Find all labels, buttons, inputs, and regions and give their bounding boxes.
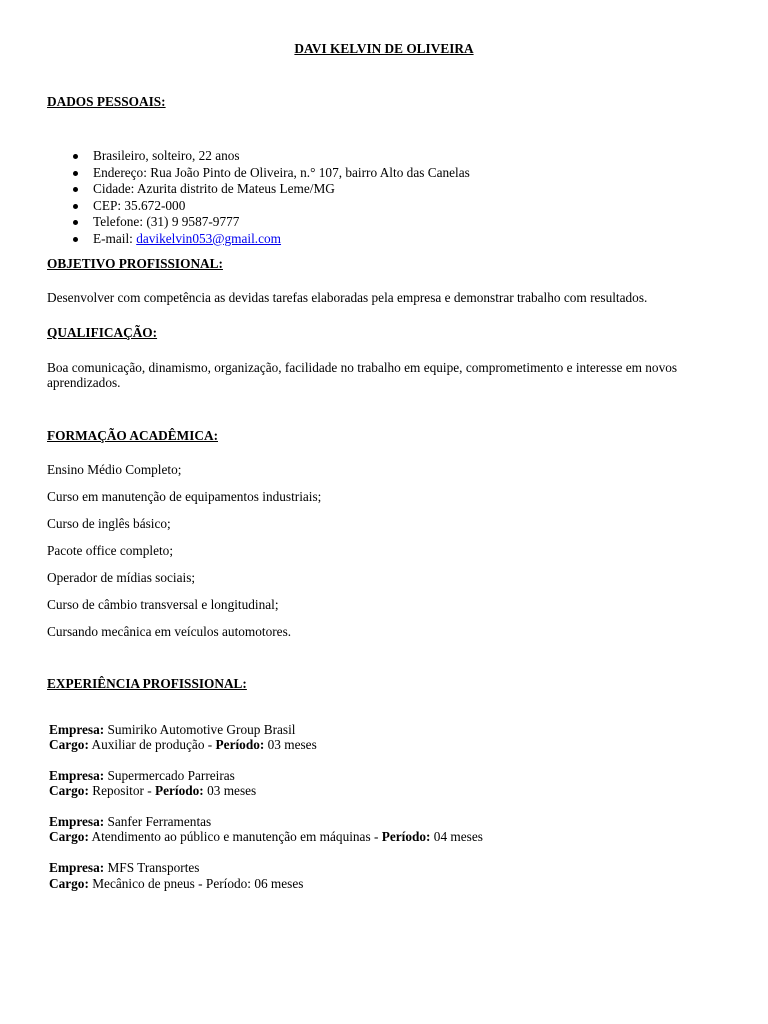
personal-item-text: Endereço: Rua João Pinto de Oliveira, n.° 107, bairro Alto das Canelas bbox=[93, 164, 470, 180]
company-label: Empresa: bbox=[49, 722, 105, 737]
role-label: Cargo: bbox=[49, 829, 89, 844]
email-label: E-mail: bbox=[93, 230, 137, 246]
company-name: MFS Transportes bbox=[104, 860, 200, 875]
company-label: Empresa: bbox=[49, 768, 105, 783]
period-label: Período: bbox=[381, 829, 431, 844]
email-line bbox=[93, 231, 281, 247]
education-item: Cursando mecânica em veículos automotores. bbox=[47, 624, 292, 639]
bullet-icon bbox=[73, 187, 78, 192]
period-value: 03 meses bbox=[203, 783, 257, 798]
job-role-line bbox=[49, 737, 317, 753]
role-name: Atendimento ao público e manutenção em máquinas - bbox=[88, 829, 382, 844]
resume-name: DAVI KELVIN DE OLIVEIRA bbox=[294, 41, 474, 56]
education-item: Ensino Médio Completo; bbox=[47, 462, 182, 477]
education-item: Curso de inglês básico; bbox=[47, 516, 171, 531]
job-company-line bbox=[49, 722, 295, 738]
bullet-icon bbox=[73, 237, 78, 242]
bullet-icon bbox=[73, 220, 78, 225]
personal-item-text: Cidade: Azurita distrito de Mateus Leme/MG bbox=[93, 181, 335, 196]
role-label: Cargo: bbox=[49, 876, 89, 891]
bullet-icon bbox=[73, 204, 78, 209]
education-item: Curso em manutenção de equipamentos industriais; bbox=[47, 489, 322, 504]
education-heading: FORMAÇÃO ACADÊMICA: bbox=[47, 428, 218, 443]
job-role-line bbox=[49, 829, 483, 845]
company-name: Supermercado Parreiras bbox=[104, 768, 235, 783]
experience-heading: EXPERIÊNCIA PROFISSIONAL: bbox=[47, 676, 247, 691]
company-name: Sumiriko Automotive Group Brasil bbox=[104, 722, 296, 737]
personal-item-text: Brasileiro, solteiro, 22 anos bbox=[93, 148, 240, 163]
personal-item-text: CEP: 35.672-000 bbox=[93, 197, 186, 213]
job-company-line bbox=[49, 768, 235, 784]
period-label: Período: bbox=[155, 783, 204, 798]
period-value: 04 meses bbox=[430, 829, 483, 844]
education-item: Pacote office completo; bbox=[47, 543, 174, 558]
personal-data-heading: DADOS PESSOAIS: bbox=[47, 94, 166, 109]
qualification-text-line: aprendizados. bbox=[47, 375, 121, 390]
job-role-line bbox=[49, 783, 256, 799]
job-company-line bbox=[49, 860, 199, 876]
company-label: Empresa: bbox=[49, 814, 105, 829]
role-name: Mecânico de pneus - Período: 06 meses bbox=[88, 876, 304, 891]
job-role-line bbox=[49, 876, 303, 892]
job-company-line bbox=[49, 814, 211, 830]
bullet-icon bbox=[73, 154, 78, 159]
role-label: Cargo: bbox=[49, 737, 89, 752]
education-item: Operador de mídias sociais; bbox=[47, 570, 196, 585]
role-label: Cargo: bbox=[49, 783, 89, 798]
email-link[interactable]: davikelvin053@gmail.com bbox=[136, 230, 282, 246]
personal-item-text: Telefone: (31) 9 9587-9777 bbox=[93, 214, 240, 229]
company-label: Empresa: bbox=[49, 860, 105, 875]
qualification-heading: QUALIFICAÇÃO: bbox=[47, 325, 158, 340]
period-value: 03 meses bbox=[264, 737, 317, 752]
qualification-text-line: Boa comunicação, dinamismo, organização, facilidade no trabalho em equipe, comprometimento e interesse em novos bbox=[47, 360, 678, 375]
period-label: Período: bbox=[215, 737, 265, 752]
role-name: Repositor - bbox=[88, 783, 155, 798]
role-name: Auxiliar de produção - bbox=[88, 737, 216, 752]
company-name: Sanfer Ferramentas bbox=[104, 814, 212, 829]
education-item: Curso de câmbio transversal e longitudinal; bbox=[47, 597, 279, 612]
objective-text: Desenvolver com competência as devidas tarefas elaboradas pela empresa e demonstrar trabalho com resultados. bbox=[47, 290, 648, 305]
objective-heading: OBJETIVO PROFISSIONAL: bbox=[47, 256, 223, 271]
bullet-icon bbox=[73, 171, 78, 176]
